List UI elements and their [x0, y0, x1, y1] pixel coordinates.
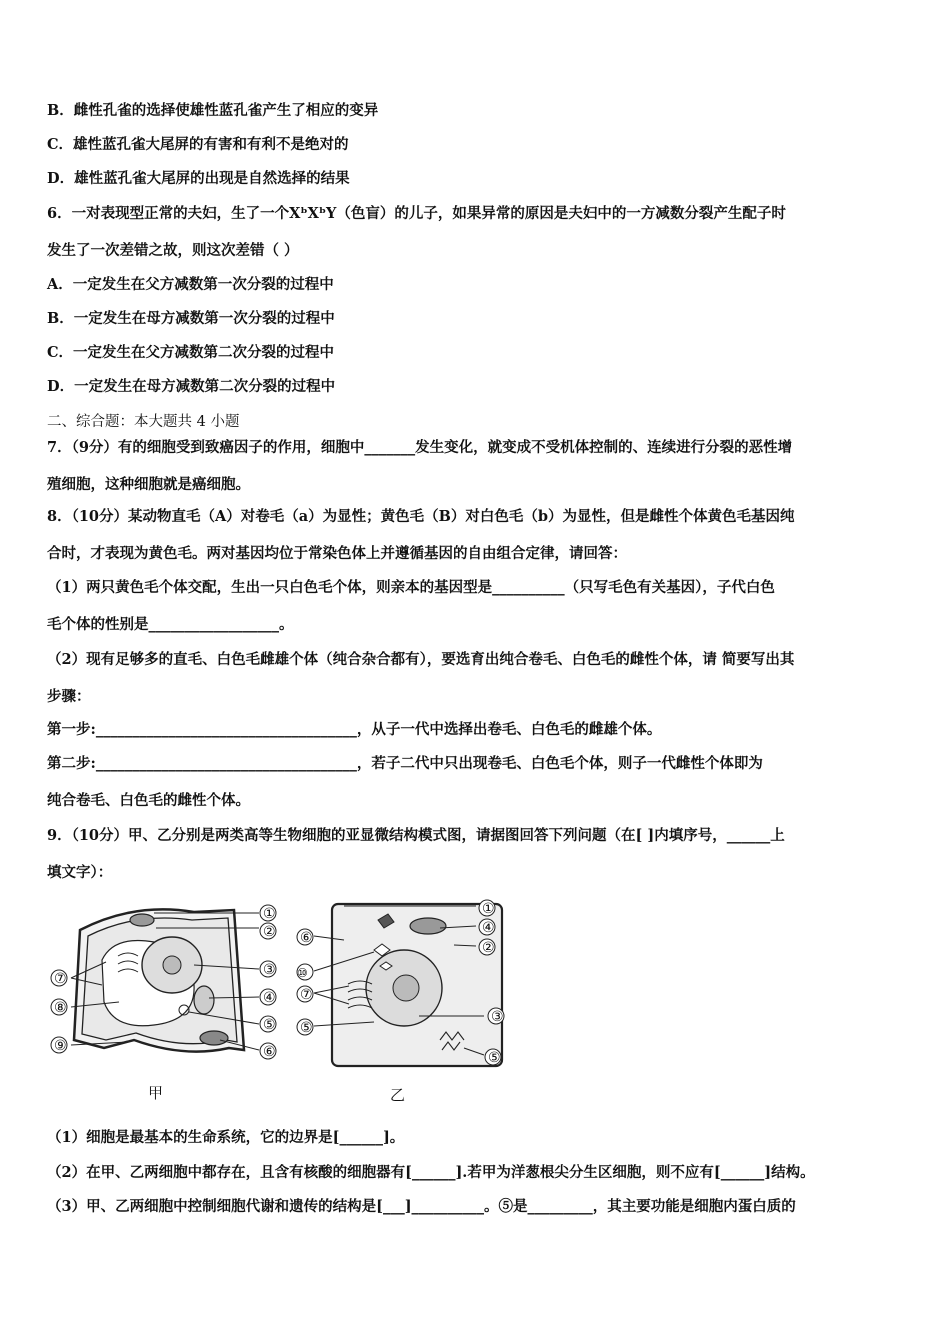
- jia-label-7: ⑦: [54, 971, 67, 987]
- step-2-line1: 第二步:____________________________________，若子二代中只出现卷毛、白色毛个体，则子一代雌性个体即为: [47, 755, 763, 772]
- yi-label-10: ⑩: [297, 966, 308, 980]
- jia-label-3: ③: [263, 962, 276, 978]
- question-9-part2: （2）在甲、乙两细胞中都存在，且含有核酸的细胞器有[______].若甲为洋葱根尖分生区细胞，则不应有[______]结构。: [47, 1164, 815, 1181]
- yi-label-3: ③: [491, 1009, 504, 1025]
- question-9-part3: （3）甲、乙两细胞中控制细胞代谢和遗传的结构是[___]__________。⑤是_________，其主要功能是细胞内蛋白质的: [47, 1198, 796, 1215]
- plant-cell-diagram: [71, 909, 259, 1051]
- jia-label-6: ⑥: [263, 1044, 276, 1060]
- cell-diagrams: [44, 890, 514, 1119]
- question-7-line1: 7．（9分）有的细胞受到致癌因子的作用，细胞中_______发生变化，就变成不受机体控制的、连续进行分裂的恶性增: [47, 439, 793, 456]
- label-jia: 甲: [148, 1084, 164, 1102]
- question-8-part1-line1: （1）两只黄色毛个体交配，生出一只白色毛个体，则亲本的基因型是__________（只写毛色有关基因），子代白色: [47, 579, 775, 596]
- question-8-line1: 8．（10分）某动物直毛（A）对卷毛（a）为显性；黄色毛（B）对白色毛（b）为显性，但是雌性个体黄色毛基因纯: [47, 508, 795, 525]
- question-8-part1-line2: 毛个体的性别是__________________。: [47, 616, 294, 633]
- jia-label-4: ④: [263, 990, 276, 1006]
- yi-label-4: ④: [482, 920, 495, 936]
- q6-option-b: B．一定发生在母方减数第一次分裂的过程中: [47, 310, 335, 327]
- jia-label-8: ⑧: [54, 1000, 67, 1016]
- question-9-line2: 填文字）：: [47, 864, 113, 881]
- question-8-part2-line1: （2）现有足够多的直毛、白色毛雌雄个体（纯合杂合都有），要选育出纯合卷毛、白色毛的雌性个体，请 简要写出其: [47, 651, 795, 668]
- yi-label-1: ①: [482, 901, 495, 917]
- label-yi: 乙: [390, 1086, 406, 1104]
- yi-label-5b: ⑤: [488, 1050, 501, 1066]
- question-6-line2: 发生了一次差错之故，则这次差错（ ）: [47, 242, 299, 259]
- question-8-part2-line2: 步骤：: [47, 688, 91, 705]
- jia-label-5: ⑤: [263, 1017, 276, 1033]
- question-9-line1: 9．（10分）甲、乙分别是两类高等生物细胞的亚显微结构模式图，请据图回答下列问题（在[ ]内填序号，______上: [47, 827, 785, 844]
- yi-label-7: ⑦: [300, 987, 313, 1003]
- step-1: 第一步:____________________________________，从子一代中选择出卷毛、白色毛的雌雄个体。: [47, 721, 662, 738]
- yi-label-6: ⑥: [300, 930, 313, 946]
- section-2-heading: 二、综合题：本大题共 4 小题: [47, 414, 240, 430]
- question-6-line1: 6．一对表现型正常的夫妇，生了一个XᵇXᵇY（色盲）的儿子，如果异常的原因是夫妇中的一方减数分裂产生配子时: [47, 205, 786, 222]
- q6-option-a: A．一定发生在父方减数第一次分裂的过程中: [47, 276, 334, 293]
- step-2-line2: 纯合卷毛、白色毛的雌性个体。: [47, 792, 250, 809]
- option-c: C．雄性蓝孔雀大尾屏的有害和有利不是绝对的: [47, 136, 349, 153]
- option-d: D．雄性蓝孔雀大尾屏的出现是自然选择的结果: [47, 170, 350, 187]
- question-9-part1: （1）细胞是最基本的生命系统，它的边界是[______]。: [47, 1129, 405, 1146]
- q6-option-d: D．一定发生在母方减数第二次分裂的过程中: [47, 378, 336, 395]
- question-8-line2: 合时，才表现为黄色毛。两对基因均位于常染色体上并遵循基因的自由组合定律，请回答：: [47, 545, 627, 562]
- q6-option-c: C．一定发生在父方减数第二次分裂的过程中: [47, 344, 335, 361]
- yi-label-5a: ⑤: [300, 1020, 313, 1036]
- option-b: B．雌性孔雀的选择使雄性蓝孔雀产生了相应的变异: [47, 102, 379, 119]
- yi-label-2: ②: [482, 940, 495, 956]
- question-7-line2: 殖细胞，这种细胞就是癌细胞。: [47, 476, 250, 493]
- jia-label-1: ①: [263, 906, 276, 922]
- animal-cell-diagram: [314, 904, 502, 1066]
- jia-label-2: ②: [263, 924, 276, 940]
- jia-label-9: ⑨: [54, 1038, 67, 1054]
